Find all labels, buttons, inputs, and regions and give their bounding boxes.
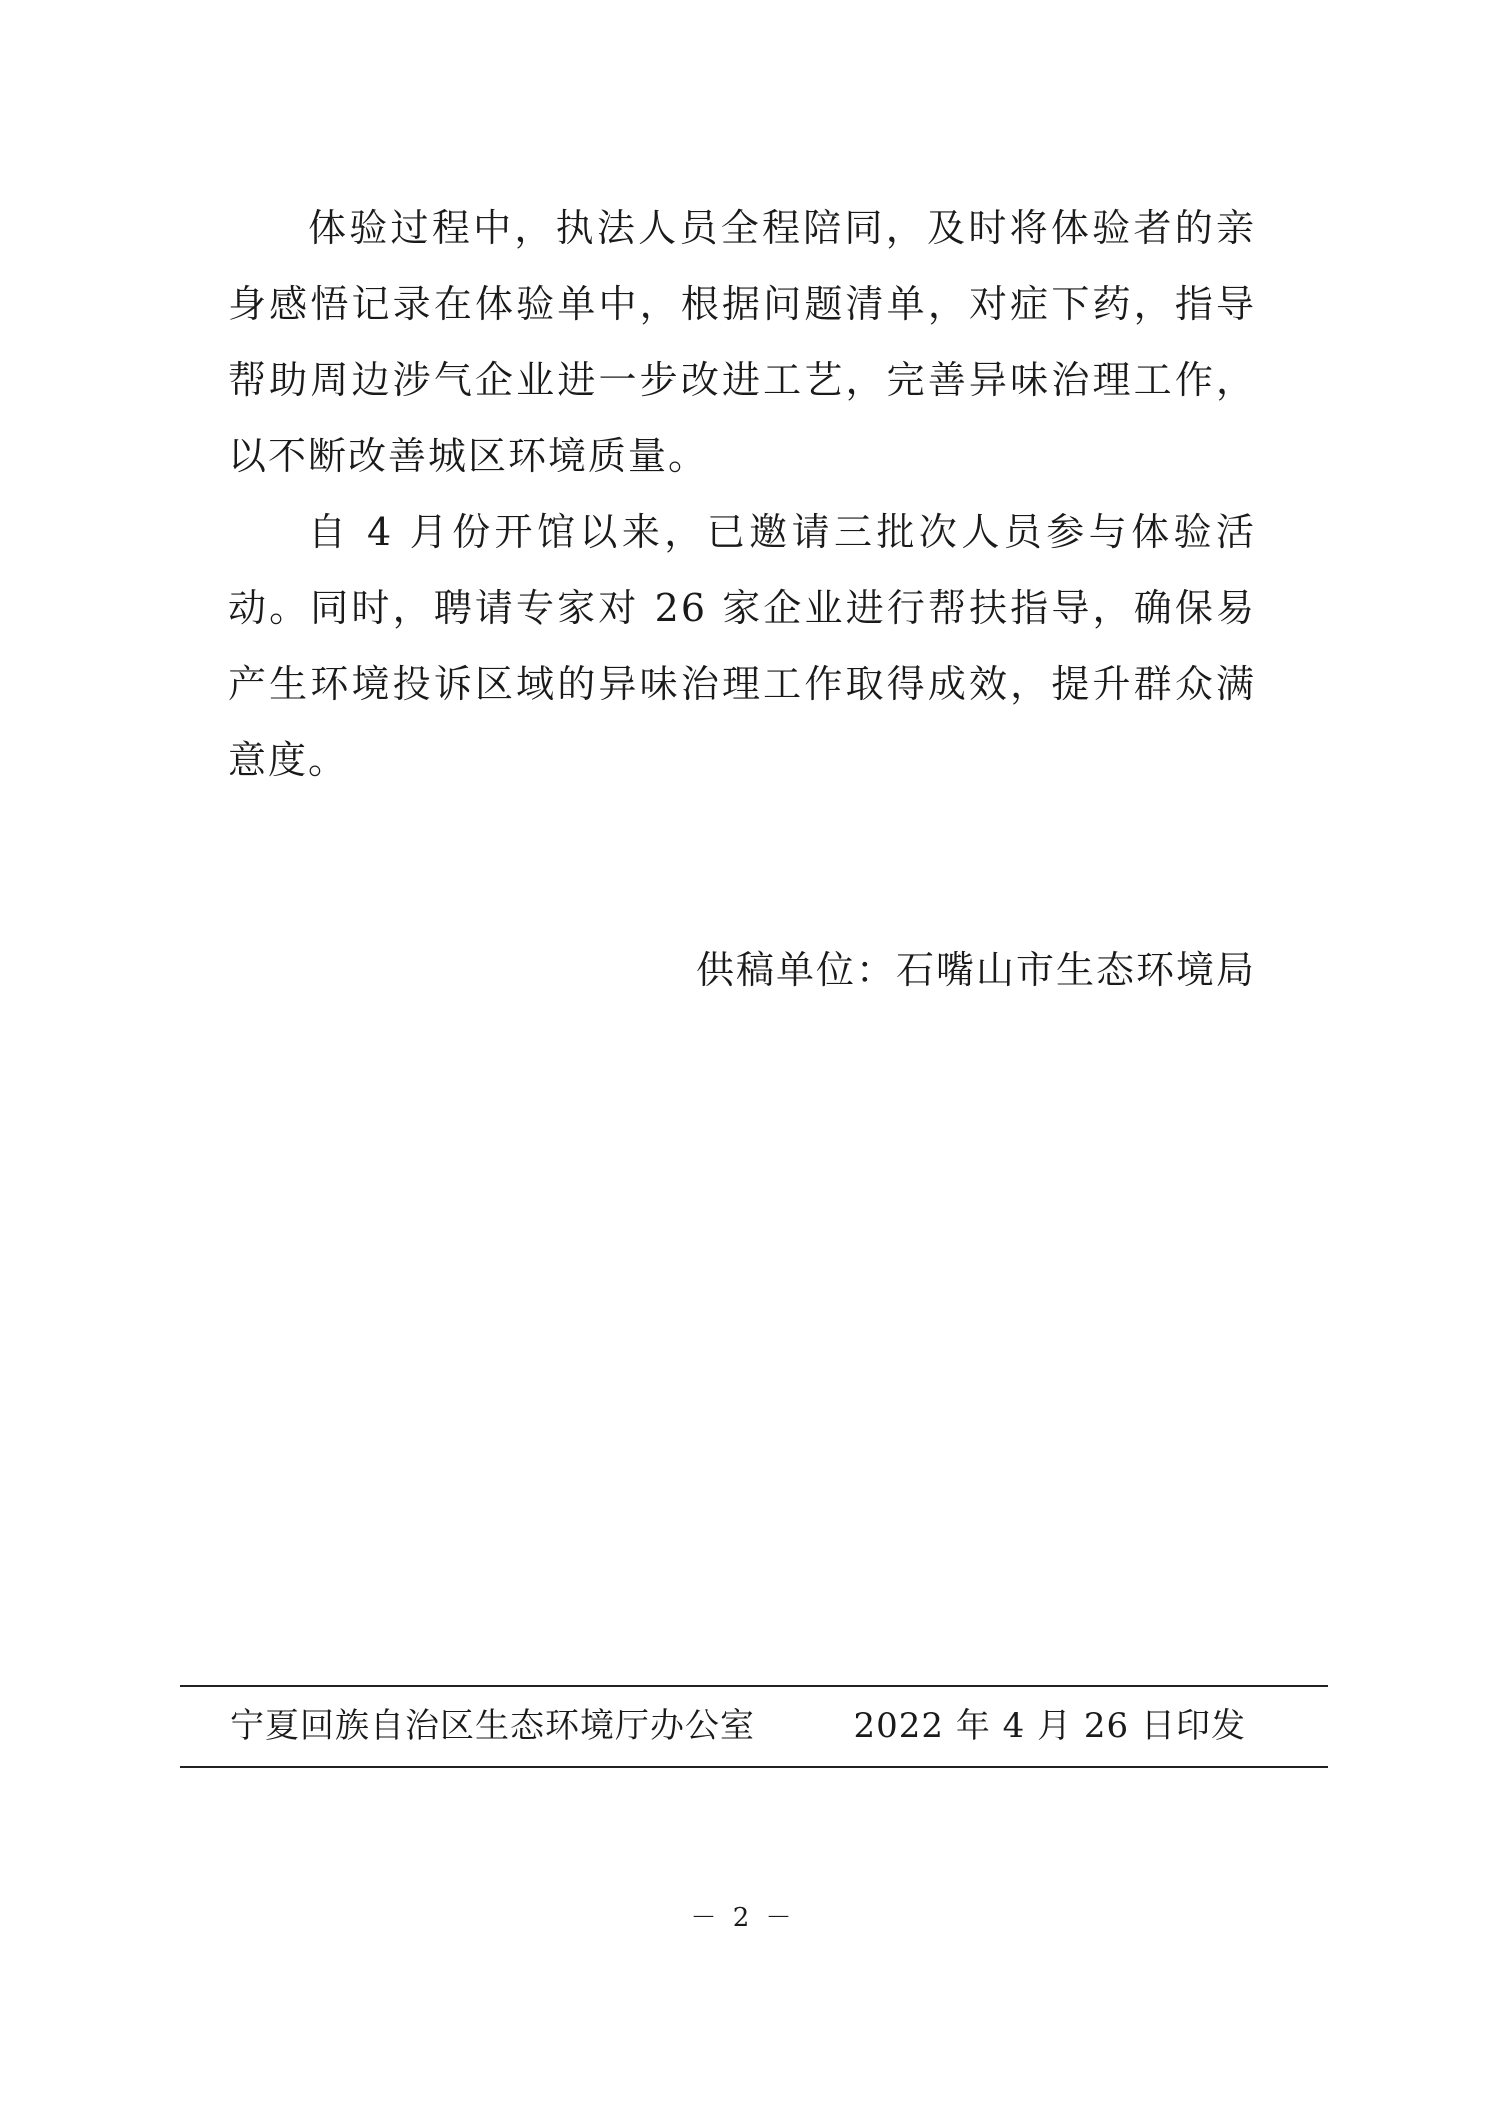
paragraph-1: 体验过程中，执法人员全程陪同，及时将体验者的亲身感悟记录在体验单中，根据问题清单，对症下药，指导帮助周边涉气企业进一步改进工艺，完善异味治理工作，以不断改善城区环境质量。 — [228, 206, 1256, 478]
paragraph-2: 自 4 月份开馆以来，已邀请三批次人员参与体验活动。同时，聘请专家对 26 家企业进行帮扶指导，确保易产生环境投诉区域的异味治理工作取得成效，提升群众满意度。 — [228, 510, 1256, 782]
body-text — [228, 190, 1256, 798]
issuer: 宁夏回族自治区生态环境厅办公室 — [230, 1706, 755, 1746]
issue-date: 2022 年 4 月 26 日印发 — [853, 1706, 1246, 1746]
footer-rule-bottom — [180, 1766, 1328, 1768]
source-attribution: 供稿单位：石嘴山市生态环境局 — [695, 948, 1256, 992]
footer-rule-top — [180, 1685, 1328, 1687]
page-number: － 2 － — [690, 1903, 796, 1933]
